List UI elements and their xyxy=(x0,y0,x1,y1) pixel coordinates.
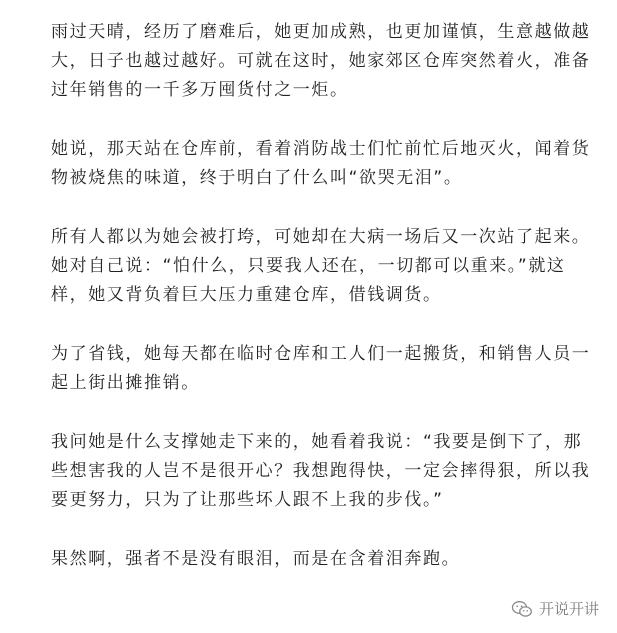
watermark-label: 开说开讲 xyxy=(538,600,599,618)
paragraph-5: 我问她是什么支撑她走下来的，她看着我说：“我要是倒下了，那些想害我的人岂不是很开心？我想跑得快，一定会摔得狠，所以我要更努力，只为了让那些坏人跟不上我的步伐。” xyxy=(51,432,591,510)
account-watermark xyxy=(511,598,599,619)
wechat-icon xyxy=(511,600,533,618)
paragraph-6: 果然啊，强者不是没有眼泪，而是在含着泪奔跑。 xyxy=(51,549,461,569)
paragraph-2: 她说，那天站在仓库前，看着消防战士们忙前忙后地灭火，闻着货物被烧焦的味道，终于明白了什么叫“欲哭无泪”。 xyxy=(51,139,591,188)
paragraph-3: 所有人都以为她会被打垮，可她却在大病一场后又一次站了起来。她对自己说：“怕什么，只要我人还在，一切都可以重来。”就这样，她又背负着巨大压力重建仓库，借钱调货。 xyxy=(51,227,591,305)
article-body xyxy=(51,18,591,574)
paragraph-4: 为了省钱，她每天都在临时仓库和工人们一起搬货，和销售人员一起上街出摊推销。 xyxy=(51,344,591,393)
paragraph-1: 雨过天晴，经历了磨难后，她更加成熟，也更加谨慎，生意越做越大，日子也越过越好。可就在这时，她家郊区仓库突然着火，准备过年销售的一千多万囤货付之一炬。 xyxy=(51,22,591,100)
